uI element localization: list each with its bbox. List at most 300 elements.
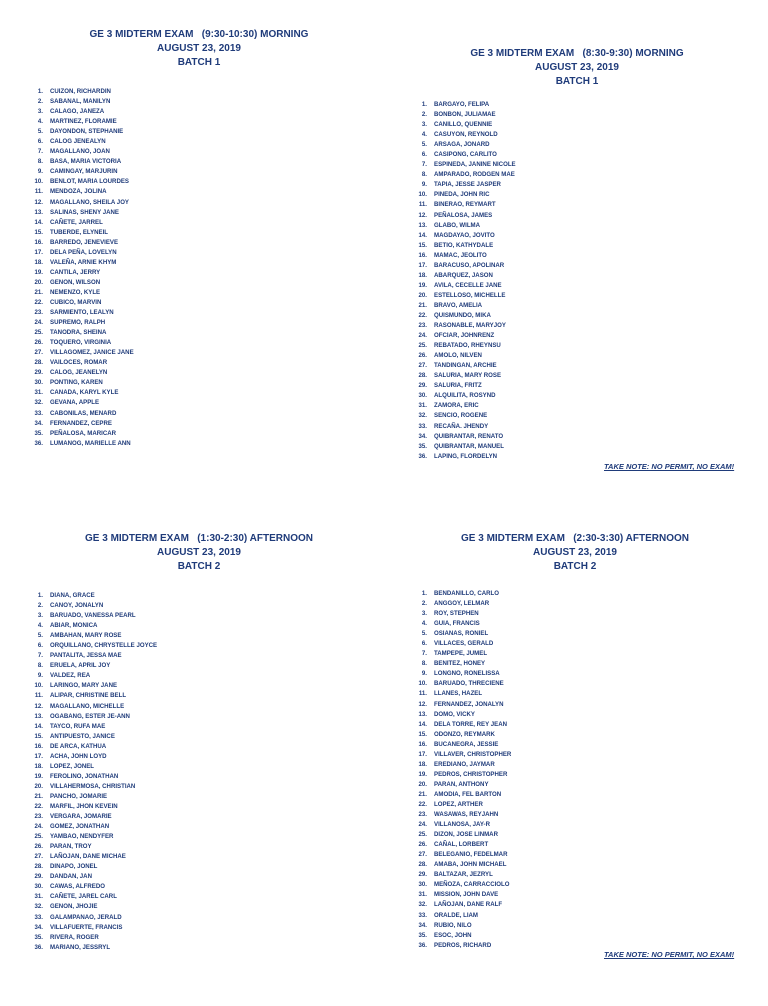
student-name: LARINGO, MARY JANE — [50, 682, 118, 690]
student-name: LOPEZ, JONEL — [50, 762, 95, 770]
item-number: 14. — [418, 231, 427, 239]
student-name: AMPARADO, RODGEN MAE — [434, 171, 515, 179]
item-number: 6. — [421, 151, 427, 159]
list-item — [412, 231, 516, 241]
item-number: 19. — [34, 268, 43, 276]
item-number: 11. — [418, 690, 427, 698]
list-item — [412, 820, 511, 830]
exam-date: AUGUST 23, 2019 — [535, 62, 619, 73]
student-name: GEVANA, APPLE — [50, 399, 100, 407]
list-item — [28, 208, 134, 218]
section-header — [84, 28, 314, 70]
section-header — [462, 47, 692, 89]
list-item — [412, 331, 516, 341]
list-item — [28, 288, 134, 298]
item-number: 29. — [418, 382, 427, 390]
item-number: 17. — [34, 248, 43, 256]
item-number: 18. — [34, 762, 43, 770]
item-number: 30. — [418, 881, 427, 889]
list-item — [28, 601, 157, 611]
list-item — [412, 649, 511, 659]
item-number: 16. — [418, 740, 427, 748]
item-number: 27. — [418, 851, 427, 859]
item-number: 12. — [418, 700, 427, 708]
student-name: ORQUILLANO, CHRYSTELLE JOYCE — [50, 642, 158, 650]
student-name: MAGALLANO, JOAN — [50, 148, 110, 156]
item-number: 17. — [418, 261, 427, 269]
student-name: BARUADO, VANESSA PEARL — [50, 612, 136, 620]
student-name: VILLAGOMEZ, JANICE JANE — [50, 349, 134, 357]
student-name: BASA, MARIA VICTORIA — [50, 158, 122, 166]
list-item — [412, 629, 511, 639]
list-item — [28, 792, 157, 802]
item-number: 36. — [418, 452, 427, 460]
student-name: PINEDA, JOHN RIC — [434, 191, 490, 199]
student-name: CAÑETE, JAREL CARL — [50, 893, 117, 901]
student-name: MISSION, JOHN DAVE — [434, 891, 499, 899]
item-number: 3. — [421, 610, 427, 618]
list-item — [28, 358, 134, 368]
student-name: MAGDAYAO, JOVITO — [434, 231, 495, 239]
exam-title: GE 3 MIDTERM EXAM (2:30-3:30) AFTERNOON — [461, 533, 689, 544]
item-number: 5. — [421, 141, 427, 149]
student-name: ERUELA, APRIL JOY — [50, 662, 111, 670]
item-number: 11. — [34, 188, 43, 196]
list-item — [28, 832, 157, 842]
student-name: FEROLINO, JONATHAN — [50, 772, 119, 780]
item-number: 17. — [418, 750, 427, 758]
item-number: 7. — [37, 652, 43, 660]
list-item — [28, 439, 134, 449]
student-name: SALURIA, FRITZ — [434, 382, 482, 390]
exam-batch: BATCH 1 — [177, 57, 221, 68]
list-item — [412, 361, 516, 371]
item-number: 21. — [418, 790, 427, 798]
list-item — [28, 671, 157, 681]
list-item — [28, 782, 157, 792]
list-item — [28, 702, 157, 712]
item-number: 35. — [418, 442, 427, 450]
student-name: CUIZON, RICHARDIN — [50, 88, 111, 95]
list-item — [412, 100, 516, 110]
item-number: 2. — [37, 98, 43, 106]
item-number: 9. — [421, 181, 427, 189]
item-number: 29. — [418, 871, 427, 879]
list-item — [28, 167, 134, 177]
exam-batch: BATCH 2 — [177, 561, 221, 572]
list-item — [28, 87, 134, 97]
student-name: QUIBRANTAR, MANUEL — [434, 442, 504, 450]
item-number: 23. — [34, 309, 43, 317]
list-item — [412, 321, 516, 331]
item-number: 15. — [418, 241, 427, 249]
item-number: 33. — [34, 913, 43, 921]
item-number: 6. — [37, 642, 43, 650]
list-item — [412, 689, 511, 699]
list-item — [28, 409, 134, 419]
item-number: 16. — [34, 742, 43, 750]
list-item — [28, 822, 157, 832]
item-number: 2. — [421, 111, 427, 119]
list-item — [412, 900, 511, 910]
item-number: 15. — [34, 228, 43, 236]
student-name: ANTIPUESTO, JANICE — [50, 732, 115, 740]
item-number: 15. — [418, 730, 427, 738]
student-name: BENDANILLO, CARLO — [434, 590, 499, 597]
list-item — [28, 591, 157, 601]
student-name: FERNANDEZ, JONALYN — [434, 700, 504, 708]
item-number: 25. — [34, 329, 43, 337]
list-item — [28, 892, 157, 902]
list-item — [412, 780, 511, 790]
item-number: 16. — [418, 251, 427, 259]
item-number: 26. — [34, 843, 43, 851]
item-number: 25. — [418, 831, 427, 839]
student-name: ALQUILITA, ROSYND — [434, 392, 496, 400]
list-item — [28, 913, 157, 923]
list-item — [412, 659, 511, 669]
student-name: RIVERA, ROGER — [50, 933, 99, 941]
item-number: 14. — [34, 218, 43, 226]
list-item — [28, 621, 157, 631]
item-number: 10. — [34, 178, 43, 186]
item-number: 6. — [421, 640, 427, 648]
student-name: ALIPAR, CHRISTINE BELL — [50, 692, 127, 700]
student-name: CABONILAS, MENARD — [50, 409, 117, 417]
student-name: GENON, WILSON — [50, 278, 101, 286]
section-header — [460, 532, 690, 574]
list-item — [28, 933, 157, 943]
student-name: PEÑALOSA, MARICAR — [50, 429, 117, 437]
student-name: BALTAZAR, JEZRYL — [434, 871, 493, 879]
student-name: BRAVO, AMELIA — [434, 301, 483, 309]
take-note: TAKE NOTE: NO PERMIT, NO EXAM! — [604, 462, 735, 471]
student-name: BONBON, JULIAMAE — [434, 111, 496, 119]
item-number: 36. — [34, 439, 43, 447]
item-number: 8. — [37, 662, 43, 670]
list-item — [412, 381, 516, 391]
list-item — [412, 180, 516, 190]
item-number: 18. — [418, 760, 427, 768]
item-number: 25. — [418, 342, 427, 350]
student-name: SALURIA, MARY ROSE — [434, 372, 502, 380]
student-name: LAÑOJAN, DANE MICHAE — [50, 853, 126, 861]
student-name: SUPREMO, RALPH — [50, 319, 106, 327]
list-item — [28, 398, 134, 408]
list-item — [28, 308, 134, 318]
student-name: TAMPEPE, JUMEL — [434, 650, 488, 658]
student-name: GLABO, WILMA — [434, 221, 481, 229]
item-number: 28. — [418, 861, 427, 869]
student-name: CALAGO, JANEZA — [50, 108, 105, 116]
student-name: PONTING, KAREN — [50, 379, 103, 387]
exam-date: AUGUST 23, 2019 — [533, 547, 617, 558]
list-item — [28, 712, 157, 722]
list-item — [412, 130, 516, 140]
item-number: 24. — [34, 319, 43, 327]
student-name: VILLAFUERTE, FRANCIS — [50, 923, 123, 931]
student-name: ACHA, JOHN LOYD — [50, 752, 107, 760]
list-item — [412, 281, 516, 291]
list-item — [28, 368, 134, 378]
item-number: 9. — [37, 168, 43, 176]
student-name: DELA PEÑA, LOVELYN — [50, 248, 117, 256]
item-number: 35. — [34, 933, 43, 941]
item-number: 1. — [37, 88, 43, 95]
student-name: DANDAN, JAN — [50, 873, 92, 881]
list-item — [412, 679, 511, 689]
item-number: 10. — [418, 680, 427, 688]
item-number: 13. — [34, 208, 43, 216]
student-name: DIANA, GRACE — [50, 592, 95, 599]
item-number: 3. — [37, 612, 43, 620]
student-name: YAMBAO, NENDYFER — [50, 833, 114, 841]
student-name: MARTINEZ, FLORAMIE — [50, 118, 117, 126]
item-number: 20. — [34, 782, 43, 790]
list-item — [28, 318, 134, 328]
list-item — [28, 722, 157, 732]
student-name: MARIANO, JESSRYL — [50, 943, 111, 951]
item-number: 26. — [34, 339, 43, 347]
student-name: MAGALLANO, SHEILA JOY — [50, 198, 129, 206]
student-name: CANOY, JONALYN — [50, 602, 104, 610]
item-number: 13. — [34, 712, 43, 720]
item-number: 7. — [421, 161, 427, 169]
item-number: 9. — [37, 672, 43, 680]
student-name: OSIANAS, RONIEL — [434, 630, 489, 638]
list-item — [412, 401, 516, 411]
student-name: ZAMORA, ERIC — [434, 402, 479, 410]
item-number: 12. — [34, 198, 43, 206]
list-item — [28, 338, 134, 348]
list-item — [412, 720, 511, 730]
item-number: 19. — [34, 772, 43, 780]
student-name: PEDROS, RICHARD — [434, 941, 492, 949]
student-name: TANDINGAN, ARCHIE — [434, 362, 497, 370]
item-number: 8. — [421, 171, 427, 179]
student-name: MAMAC, JEOLITO — [434, 251, 487, 259]
student-name: ABARQUEZ, JASON — [434, 271, 493, 279]
item-number: 1. — [37, 592, 43, 599]
student-name: QUISMUNDO, MIKA — [434, 311, 491, 319]
item-number: 28. — [34, 359, 43, 367]
student-name: CALOG JENEALYN — [50, 138, 106, 146]
list-item — [412, 941, 511, 951]
item-number: 29. — [34, 873, 43, 881]
item-number: 34. — [418, 921, 427, 929]
list-item — [28, 772, 157, 782]
student-name: BARREDO, JENEVIEVE — [50, 238, 119, 246]
student-name: TAYCO, RUFA MAE — [50, 722, 106, 730]
list-item — [28, 238, 134, 248]
item-number: 28. — [418, 372, 427, 380]
item-number: 36. — [34, 943, 43, 951]
student-name: LOPEZ, ARTHER — [434, 800, 483, 808]
student-name: VALEÑA, ARNIE KHYM — [50, 258, 117, 266]
list-item — [28, 198, 134, 208]
list-item — [28, 812, 157, 822]
student-name: OFCIAR, JOHNRENZ — [434, 332, 495, 340]
list-item — [412, 890, 511, 900]
item-number: 27. — [418, 362, 427, 370]
list-item — [412, 271, 516, 281]
list-item — [28, 127, 134, 137]
item-number: 19. — [418, 281, 427, 289]
item-number: 11. — [34, 692, 43, 700]
item-number: 2. — [37, 602, 43, 610]
student-name: CUBICO, MARVIN — [50, 298, 102, 306]
list-item — [412, 110, 516, 120]
student-name: MENDOZA, JOLINA — [50, 188, 107, 196]
item-number: 4. — [37, 622, 43, 630]
list-item — [412, 301, 516, 311]
item-number: 31. — [418, 891, 427, 899]
item-number: 25. — [34, 833, 43, 841]
student-name: OGABANG, ESTER JE-ANN — [50, 712, 130, 720]
student-name: AMOLO, NILVEN — [434, 352, 482, 360]
list-item — [28, 278, 134, 288]
student-name: DAYONDON, STEPHANIE — [50, 128, 124, 136]
item-number: 33. — [418, 911, 427, 919]
item-number: 34. — [418, 432, 427, 440]
item-number: 21. — [34, 792, 43, 800]
list-item — [412, 261, 516, 271]
student-name: BARGAYO, FELIPA — [434, 101, 490, 108]
list-item — [28, 923, 157, 933]
list-item — [412, 609, 511, 619]
item-number: 16. — [34, 238, 43, 246]
list-item — [28, 802, 157, 812]
item-number: 6. — [37, 138, 43, 146]
student-name: LUMANOG, MARIELLE ANN — [50, 439, 131, 447]
item-number: 20. — [418, 291, 427, 299]
list-item — [412, 800, 511, 810]
list-item — [28, 611, 157, 621]
list-item — [412, 911, 511, 921]
item-number: 24. — [34, 823, 43, 831]
list-item — [412, 790, 511, 800]
list-item — [412, 589, 511, 599]
item-number: 32. — [418, 412, 427, 420]
student-name: TANODRA, SHEINA — [50, 329, 107, 337]
item-number: 22. — [34, 802, 43, 810]
list-item — [412, 710, 511, 720]
exam-date: AUGUST 23, 2019 — [157, 547, 241, 558]
list-item — [28, 248, 134, 258]
list-item — [28, 842, 157, 852]
list-item — [412, 760, 511, 770]
item-number: 28. — [34, 863, 43, 871]
student-list — [412, 100, 516, 462]
student-name: BENITEZ, HONEY — [434, 660, 486, 668]
student-name: ODONZO, REYMARK — [434, 730, 495, 738]
student-name: TUBERDE, ELYNEIL — [50, 228, 109, 236]
list-item — [412, 120, 516, 130]
list-item — [412, 700, 511, 710]
list-item — [412, 241, 516, 251]
student-name: MARFIL, JHON KEVEIN — [50, 802, 118, 810]
student-name: RECAÑA. JHENDY — [434, 422, 489, 430]
student-name: GUIA, FRANCIS — [434, 620, 480, 628]
list-item — [412, 870, 511, 880]
student-name: LLANES, HAZEL — [434, 690, 483, 698]
item-number: 33. — [418, 422, 427, 430]
item-number: 33. — [34, 409, 43, 417]
student-list — [28, 87, 134, 449]
student-name: CANADA, KARYL KYLE — [50, 389, 119, 397]
student-name: ESOC, JOHN — [434, 931, 472, 939]
list-item — [28, 117, 134, 127]
list-item — [28, 228, 134, 238]
item-number: 31. — [418, 402, 427, 410]
list-item — [412, 160, 516, 170]
list-item — [412, 599, 511, 609]
list-item — [412, 619, 511, 629]
student-name: VILLAHERMOSA, CHRISTIAN — [50, 782, 136, 790]
item-number: 30. — [34, 883, 43, 891]
list-item — [28, 429, 134, 439]
item-number: 3. — [37, 108, 43, 116]
item-number: 1. — [421, 101, 427, 108]
list-item — [28, 388, 134, 398]
list-item — [28, 258, 134, 268]
student-name: GALAMPANAO, JERALD — [50, 913, 122, 921]
exam-date: AUGUST 23, 2019 — [157, 43, 241, 54]
student-name: ABIAR, MONICA — [50, 622, 98, 630]
item-number: 7. — [421, 650, 427, 658]
student-name: BENLOT, MARIA LOURDES — [50, 178, 129, 186]
student-list — [412, 589, 511, 951]
list-item — [412, 750, 511, 760]
list-item — [28, 732, 157, 742]
item-number: 31. — [34, 389, 43, 397]
item-number: 15. — [34, 732, 43, 740]
list-item — [28, 762, 157, 772]
list-item — [412, 190, 516, 200]
list-item — [28, 872, 157, 882]
student-name: NEMENZO, KYLE — [50, 288, 101, 296]
item-number: 13. — [418, 710, 427, 718]
item-number: 18. — [418, 271, 427, 279]
list-item — [28, 268, 134, 278]
student-name: ORALDE, LIAM — [434, 911, 479, 919]
student-name: CALOG, JEANELYN — [50, 369, 108, 377]
list-item — [412, 311, 516, 321]
item-number: 7. — [37, 148, 43, 156]
student-name: LONGNO, RONELISSA — [434, 670, 500, 678]
item-number: 35. — [34, 429, 43, 437]
item-number: 19. — [418, 770, 427, 778]
student-name: DELA TORRE, REY JEAN — [434, 720, 508, 728]
item-number: 34. — [34, 419, 43, 427]
item-number: 20. — [34, 278, 43, 286]
item-number: 13. — [418, 221, 427, 229]
list-item — [28, 157, 134, 167]
list-item — [412, 170, 516, 180]
student-name: CASUYON, REYNOLD — [434, 131, 498, 139]
student-name: CAWAS, ALFREDO — [50, 883, 105, 891]
item-number: 5. — [37, 632, 43, 640]
list-item — [28, 187, 134, 197]
item-number: 14. — [418, 720, 427, 728]
student-name: VALDEZ, REA — [50, 672, 91, 680]
list-item — [28, 107, 134, 117]
list-item — [28, 862, 157, 872]
student-name: VERGARA, JOMARIE — [50, 813, 112, 821]
student-name: PEDROS, CHRISTOPHER — [434, 770, 508, 778]
student-name: PANTALITA, JESSA MAE — [50, 652, 122, 660]
student-name: VILLANOSA, JAY-R — [434, 821, 490, 829]
